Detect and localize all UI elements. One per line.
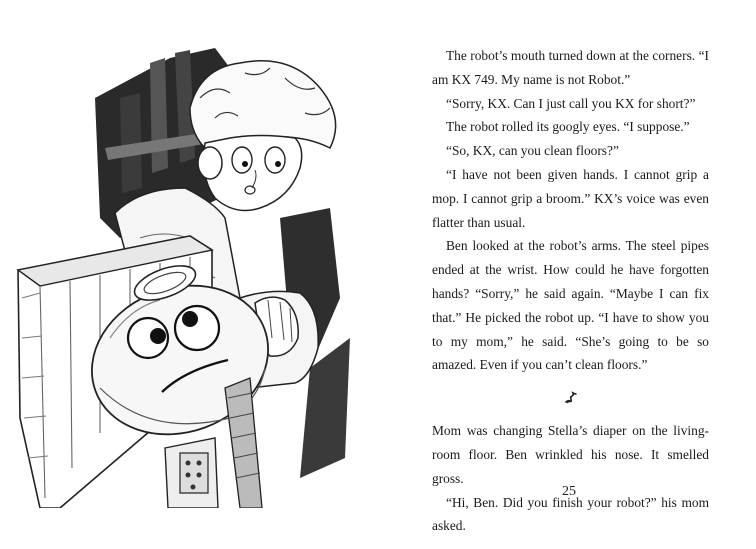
- page-number: 25: [562, 484, 576, 499]
- paragraph: The robot rolled its googly eyes. “I suppose.”: [446, 119, 690, 135]
- section-break: [432, 377, 709, 419]
- paragraph: The robot’s mouth turned down at the corners. “I am KX 749. My name is not Robot.”: [432, 48, 709, 87]
- paragraph: Mom was changing Stella’s diaper on the living-room floor. Ben wrinkled his nose. It smelled gross.: [432, 423, 709, 486]
- story-text: [432, 44, 709, 538]
- paragraph: Ben looked at the robot’s arms. The steel pipes ended at the wrist. How could he have forgotten hands? “Sorry,” he said again. “Maybe I can fix that.” He picked the robot up. “I have to show you to my mom,” he said. “She’s going to be so amazed. Even if you can’t clean floors.”: [432, 238, 709, 373]
- spring-ornament-icon: [564, 390, 578, 405]
- boy-and-robot-illustration: [0, 38, 378, 508]
- paragraph: “Hi, Ben. Did you finish your robot?” his mom asked.: [432, 494, 709, 534]
- paragraph: “I have not been given hands. I cannot grip a mop. I cannot grip a broom.” KX’s voice was even flatter than usual.: [432, 166, 709, 230]
- paragraph: “Sorry, KX. Can I just call you KX for short?”: [446, 95, 696, 111]
- paragraph: “So, KX, can you clean floors?”: [446, 143, 619, 159]
